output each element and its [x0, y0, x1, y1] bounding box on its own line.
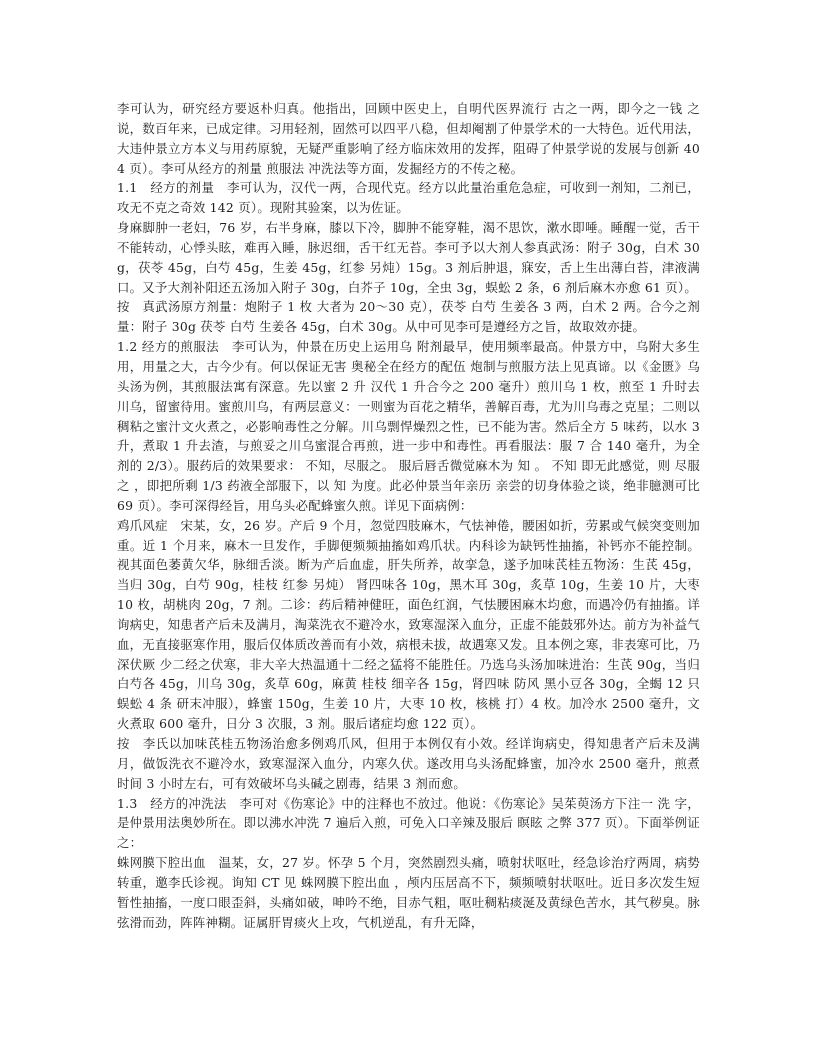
paragraph-note-jiaweiqiguiwuwutang: 按 李氏以加味芪桂五物汤治愈多例鸡爪风，但用于本例仅有小效。经详询病史，得知患者产后未及满月，做饭洗衣不避冷水，致寒湿深入血分，内寒久伏。遂改用乌头汤配蜂蜜，加冷水 2500 毫升，煎煮时间 3 小时左右，可有效破坏乌头碱之剧毒，结果 3 剂而愈。	[117, 736, 700, 791]
paragraph-case-zhuwangmoxiaqiang-chuxue: 蛛网膜下腔出血 温某，女，27 岁。怀孕 5 个月，突然剧烈头痛，喷射状呕吐，经急诊治疗两周，病势转重，邀李氏诊视。询知 CT 见 蛛网膜下腔出血 ，颅内压居高不下，频频喷射状呕吐。近日多次发生短暂性抽搐，一度口眼歪斜，头痛如破，呻吟不绝，目赤气粗，呕吐稠粘痰涎及黄绿色苦水，其气秽臭。脉弦滑而劲，阵阵神糊。证属肝胃痰火上攻，气机逆乱，有升无降，	[117, 855, 700, 930]
paragraph-intro: 李可认为，研究经方要返朴归真。他指出，回顾中医史上，自明代医界流行 古之一两，即今之一钱 之说，数百年来，已成定律。习用轻剂，固然可以四平八稳，但却阉割了仲景学术的一大特色。近代用法，大违仲景立方本义与用药原貌，无疑严重影响了经方临床效用的发挥，阻碍了仲景学说的发展与创新 404 页）。李可从经方的剂量 煎服法 冲洗法等方面，发掘经方的不传之秘。	[117, 101, 700, 176]
body-text-column	[117, 99, 700, 932]
paragraph-section-1-1: 1.1 经方的剂量 李可认为，汉代一两，合现代克。经方以此量治重危急症，可收到一剂知，二剂已，攻无不克之奇效 142 页）。现附其验案，以为佐证。	[117, 180, 700, 216]
paragraph-note-zhenwutang: 按 真武汤原方剂量：炮附子 1 枚 大者为 20～30 克），茯苓 白芍 生姜各 3 两，白术 2 两。合今之剂量：附子 30g 茯苓 白芍 生姜各 45g，白术 30g。从中可见李可是遵经方之旨，故取效亦捷。	[117, 299, 700, 335]
paragraph-case-shenma-jiaozhong: 身麻脚肿一老妇，76 岁，右半身麻，膝以下冷，脚肿不能穿鞋，渴不思饮，漱水即唾。睡醒一觉，舌干不能转动，心悸头眩，难再入睡，脉迟细，舌干红无苔。李可予以大剂人参真武汤：附子 30g，白术 30g，茯苓 45g，白芍 45g，生姜 45g，红参 另炖）15g。3 剂后肿退，寐安，舌上生出薄白苔，津液满口。又予大剂补阳还五汤加入附子 30g，白芥子 10g，全虫 3g，蜈蚣 2 条，6 剂后麻木亦愈 61 页）。	[117, 220, 700, 295]
paragraph-section-1-2: 1.2 经方的煎服法 李可认为，仲景在历史上运用乌 附剂最早，使用频率最高。仲景方中，乌附大多生用，用量之大，古今少有。何以保证无害 奥秘全在经方的配伍 炮制与煎服方法上见真谛。以《金匮》乌头汤为例，其煎服法寓有深意。先以蜜 2 升 汉代 1 升合今之 200 毫升）煎川乌 1 枚，煎至 1 升时去川乌，留蜜待用。蜜煎川乌，有两层意义：一则蜜为百花之精华，善解百毒，尤为川乌毒之克星；二则以稠粘之蜜汁文火煮之，必影响毒性之分解。川乌剽悍燥烈之性，已不能为害。然后全方 5 味药，以水 3 升，煮取 1 升去渣，与煎妥之川乌蜜混合再煎，进一步中和毒性。再看服法：服 7 合 140 毫升，为全剂的 2/3）。服药后的效果要求： 不知，尽服之。 服后唇舌微觉麻木为 知 。 不知 即无此感觉，则 尽服之 ，即把所剩 1/3 药液全部服下，以 知 为度。此必仲景当年亲历 亲尝的切身体验之谈，绝非臆测可比 69 页）。李可深得经旨，用乌头必配蜂蜜久煎。详见下面病例：	[117, 339, 700, 513]
paragraph-case-jizhuafengzheng: 鸡爪风症 宋某，女，26 岁。产后 9 个月，忽觉四肢麻木，气怯神倦，腰困如折，劳累或气候突变则加重。近 1 个月来，麻木一旦发作，手脚便频频抽搐如鸡爪状。内科诊为缺钙性抽搐，补钙亦不能控制。视其面色萎黄欠华，脉细舌淡。断为产后血虚，肝失所养，故挛急，遂予加味芪桂五物汤：生芪 45g，当归 30g，白芍 90g，桂枝 红参 另炖） 肾四味各 10g，黑木耳 30g，炙草 10g，生姜 10 片，大枣 10 枚，胡桃肉 20g，7 剂。二诊：药后精神健旺，面色红润，气怯腰困麻木均愈，而遇冷仍有抽搐。详询病史，知患者产后未及满月，淘菜洗衣不避冷水，致寒湿深入血分，正虚不能鼓邪外达。前方为补益气血，无直接驱寒作用，服后仅体质改善而有小效，病根未拔，故遇寒又发。且本例之寒，非表寒可比，乃深伏厥 少二经之伏寒，非大辛大热温通十二经之猛将不能胜任。乃选乌头汤加味进治：生芪 90g，当归 白芍各 45g，川乌 30g，炙草 60g，麻黄 桂枝 细辛各 15g，肾四味 防风 黑小豆各 30g，全蝎 12 只 蜈蚣 4 条 研末冲服），蜂蜜 150g，生姜 10 片，大枣 10 枚，核桃 打）4 枚。加冷水 2500 毫升，文火煮取 600 毫升，日分 3 次服，3 剂。服后诸症均愈 122 页）。	[117, 517, 700, 732]
paragraph-section-1-3: 1.3 经方的冲洗法 李可对《伤寒论》中的注释也不放过。他说：《伤寒论》吴茱萸汤方下注一 洗 字，是仲景用法奥妙所在。即以沸水冲洗 7 遍后入煎，可免入口辛辣及服后 瞑眩 之弊 377 页）。下面举例证之：	[117, 795, 700, 851]
